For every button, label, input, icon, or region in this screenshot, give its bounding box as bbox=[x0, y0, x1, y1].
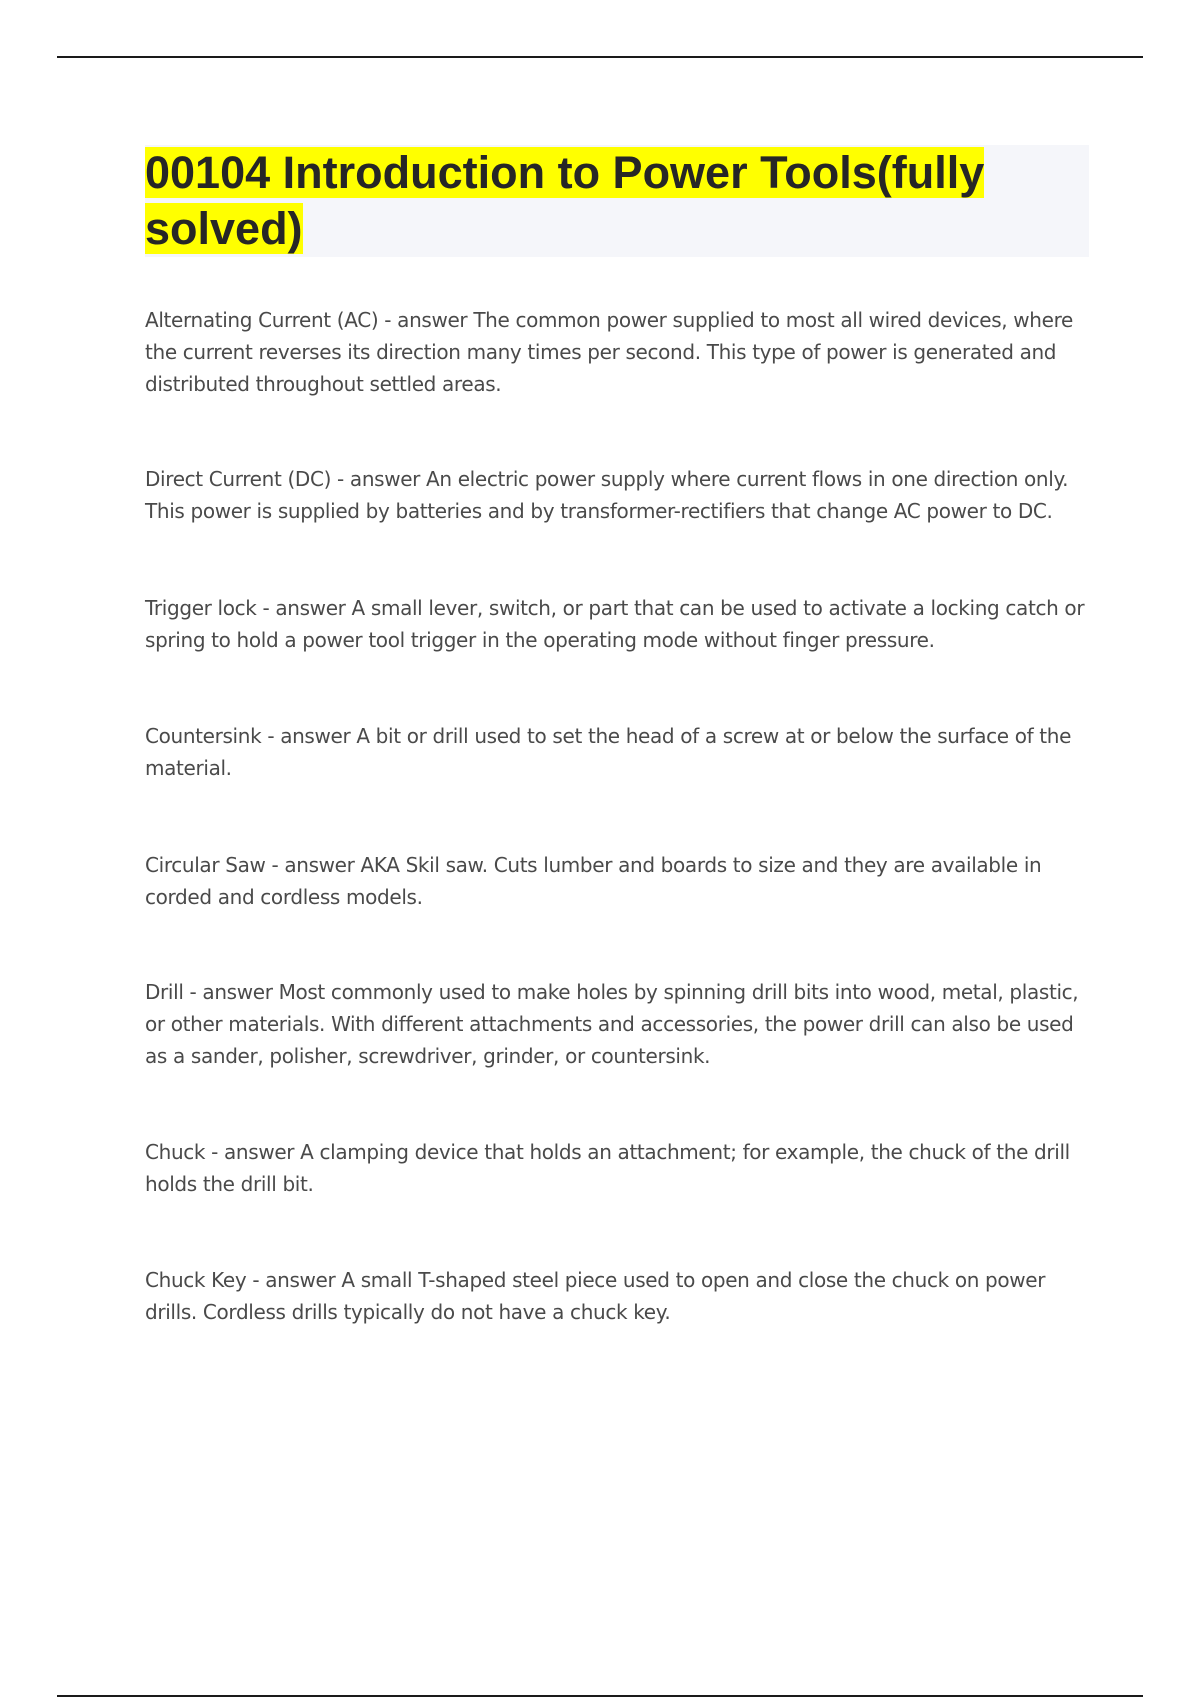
top-divider bbox=[57, 56, 1143, 58]
bottom-divider bbox=[57, 1695, 1143, 1697]
entry-drill: Drill - answer Most commonly used to make holes by spinning drill bits into wood, metal, plastic, or other materials. With different attachments and accessories, the power drill can also be used as a sander, polisher, screwdriver, grinder, or countersink. bbox=[145, 980, 1079, 1068]
document-title bbox=[145, 145, 1089, 257]
entry-chuck-key: Chuck Key - answer A small T-shaped steel piece used to open and close the chuck on power drills. Cordless drills typically do not have a chuck key. bbox=[145, 1268, 1046, 1324]
entry-chuck: Chuck - answer A clamping device that holds an attachment; for example, the chuck of the drill holds the drill bit. bbox=[145, 1140, 1070, 1196]
entry-circular-saw: Circular Saw - answer AKA Skil saw. Cuts lumber and boards to size and they are available in corded and cordless models. bbox=[145, 853, 1042, 909]
entry-direct-current: Direct Current (DC) - answer An electric power supply where current flows in one direction only. This power is supplied by batteries and by transformer-rectifiers that change AC power to DC. bbox=[145, 467, 1069, 523]
entry-trigger-lock: Trigger lock - answer A small lever, switch, or part that can be used to activate a locking catch or spring to hold a power tool trigger in the operating mode without finger pressure. bbox=[145, 596, 1085, 652]
title-block bbox=[145, 145, 1089, 257]
entry-countersink: Countersink - answer A bit or drill used to set the head of a screw at or below the surface of the material. bbox=[145, 724, 1072, 780]
title-highlight: 00104 Introduction to Power Tools(fully solved) bbox=[145, 147, 985, 254]
entry-alternating-current: Alternating Current (AC) - answer The common power supplied to most all wired devices, where the current reverses its direction many times per second. This type of power is generated and distributed throughout settled areas. bbox=[145, 308, 1073, 396]
